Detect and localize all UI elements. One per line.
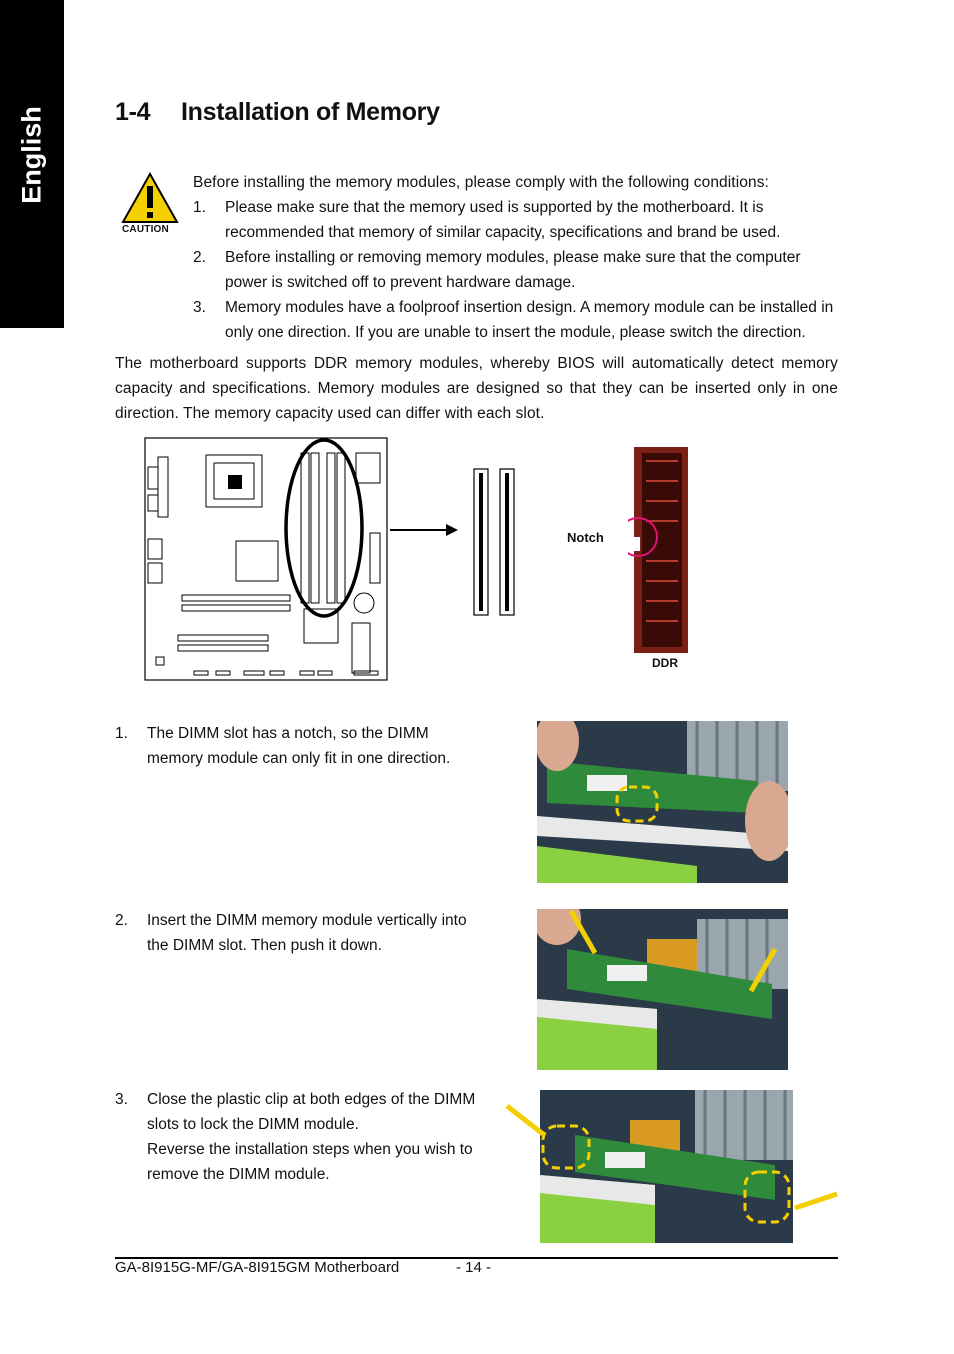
ddr-module-image	[628, 447, 692, 653]
section-heading: Installation of Memory	[181, 98, 440, 126]
footer-page-number: - 14 -	[456, 1259, 492, 1276]
step-item: 3. Close the plastic clip at both edges of the DIMM slots to lock the DIMM module. Reverse the installation steps when you wish to remove the DIMM module.	[115, 1091, 476, 1183]
dimm-slot-closeup	[470, 467, 522, 617]
language-tab-label: English	[16, 106, 47, 204]
step1-photo	[537, 721, 788, 883]
language-tab	[0, 0, 64, 328]
step3-photo	[505, 1090, 838, 1243]
arrow-icon	[390, 522, 460, 538]
section-title	[115, 98, 440, 127]
section-number: 1-4	[115, 98, 151, 126]
ddr-label: DDR	[652, 656, 678, 670]
step2-photo	[537, 909, 788, 1070]
caution-item: 3. Memory modules have a foolproof insertion design. A memory module can be installed in only one direction. If you are unable to insert the module, please switch the direction.	[193, 299, 834, 341]
step-item: 1. The DIMM slot has a notch, so the DIMM memory module can only fit in one direction.	[115, 725, 451, 767]
caution-list	[193, 195, 843, 345]
caution-intro: Before installing the memory modules, please comply with the following conditions:	[193, 174, 769, 191]
footer-model: GA-8I915G-MF/GA-8I915GM Motherboard	[115, 1259, 400, 1276]
motherboard-layout-diagram	[144, 437, 388, 681]
description-paragraph: The motherboard supports DDR memory modules, whereby BIOS will automatically detect memory capacity and specifications. Memory modules are designed so that they can be inserted only in one direction. The memory capacity used can differ with each slot.	[115, 355, 838, 422]
notch-label: Notch	[567, 530, 604, 545]
caution-item: 1. Please make sure that the memory used is supported by the motherboard. It is recommended that memory of similar capacity, specifications and brand be used.	[193, 199, 781, 241]
caution-item: 2. Before installing or removing memory modules, please make sure that the computer power is switched off to prevent hardware damage.	[193, 249, 801, 291]
step-item: 2. Insert the DIMM memory module vertically into the DIMM slot. Then push it down.	[115, 912, 467, 954]
caution-label: CAUTION	[122, 224, 169, 235]
